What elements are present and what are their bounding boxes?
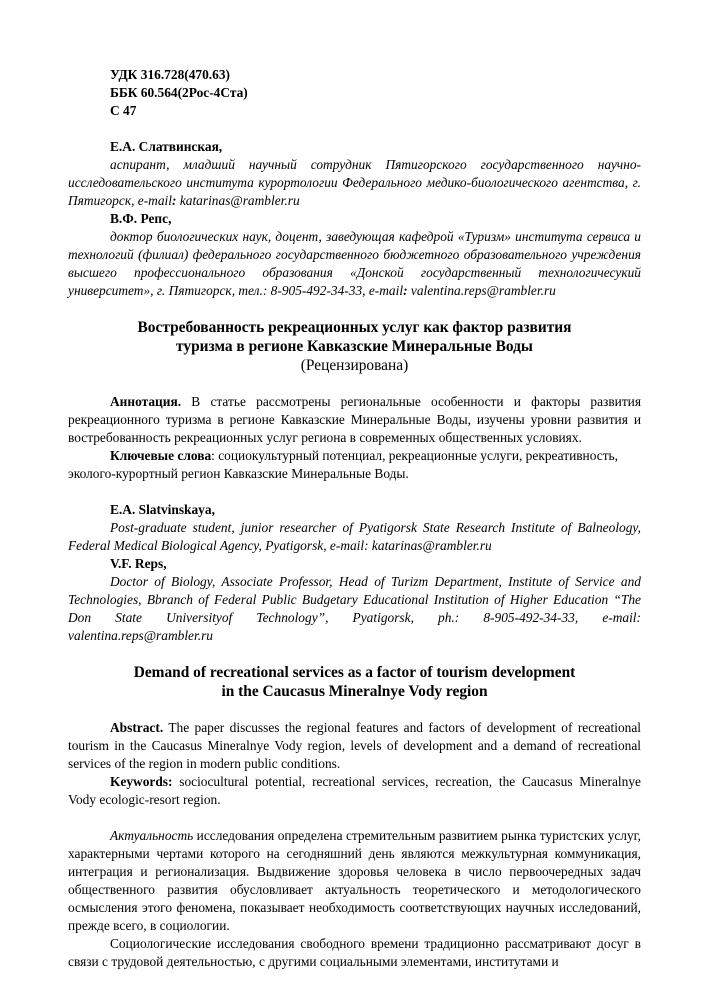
keywords-en (68, 773, 641, 809)
document-page (68, 66, 641, 971)
email-separator: : (172, 193, 180, 208)
affiliation-text: доктор биологических наук, доцент, заведующая кафедрой «Туризм» института сервиса и технологий (филиал) федерального государственного бюджетного образовательного учреждения высшего профессионального образования «Донской государственный технологичесукий университет», г. Пятигорск, тел.: 8-905-492-34-33, e-mail (68, 229, 641, 298)
author-name-en-2: V.F. Reps, (110, 556, 167, 571)
abstract-en-text: The paper discusses the regional features and factors of development of recreational tourism in the Caucasus Mineralnye Vody region, levels of development and a demand of recreational services of the region in modern public conditions. (68, 720, 641, 771)
author-name-ru-2: В.Ф. Репс, (110, 211, 172, 226)
author-affiliation-ru-2 (68, 228, 641, 300)
abstract-en-label: Abstract. (110, 720, 164, 735)
abstract-ru-text: В статье рассмотрены региональные особенности и факторы развития рекреационного туризма в регионе Кавказские Минеральные Воды, изучены уровни развития и востребованность рекреационных услуг региона в современных общественных условиях. (68, 394, 641, 445)
author-email-ru-2[interactable]: valentina.reps@rambler.ru (410, 283, 556, 298)
bbk-code: ББК 60.564(2Рос-4Ста) (110, 85, 248, 100)
keywords-ru (68, 447, 641, 483)
abstract-ru-label: Аннотация. (110, 394, 182, 409)
author-sign-code: С 47 (110, 103, 137, 118)
title-ru-line-2: туризма в регионе Кавказские Минеральные Воды (176, 338, 533, 355)
body-paragraph-1 (68, 827, 641, 935)
keywords-ru-text: : социокультурный потенциал, рекреационные услуги, рекреативность, эколого-курортный регион Кавказские Минеральные Воды. (68, 448, 619, 481)
keywords-en-label: Keywords: (110, 774, 173, 789)
email-separator: : (403, 283, 411, 298)
abstract-en (68, 719, 641, 773)
udk-code: УДК 316.728(470.63) (110, 67, 231, 82)
abstract-ru (68, 393, 641, 447)
affiliation-text: аспирант, младший научный сотрудник Пятигорского государственного научно-исследовательского института курортологии Федерального медико-биологического агентства, г. Пятигорск, e-mail (68, 157, 641, 208)
title-en-line-1: Demand of recreational services as a factor of tourism development (133, 664, 576, 681)
author-affiliation-ru-1 (68, 156, 641, 210)
review-note: (Рецензирована) (300, 357, 409, 374)
author-email-ru-1[interactable]: katarinas@rambler.ru (179, 193, 300, 208)
body-p1-lead: Актуальность (110, 828, 194, 843)
title-en-line-2: in the Caucasus Mineralnye Vody region (221, 683, 488, 700)
body-paragraph-2: Социологические исследования свободного времени традиционно рассматривают досуг в связи с трудовой деятельностью, с другими социальными элементами, институтами и (68, 936, 641, 969)
keywords-ru-label: Ключевые слова (110, 448, 212, 463)
author-affiliation-en-2: Doctor of Biology, Associate Professor, Head of Turizm Department, Institute of Service and Technologies, Bbranch of Federal Public Budgetary Educational Institution of Higher Education “The Don State Universityof Technology”, Pyatigorsk, ph.: 8-905-492-34-33, e-mail: valentina.reps@rambler.ru (68, 574, 641, 643)
author-name-ru-1: Е.А. Слатвинская, (110, 139, 223, 154)
title-ru-line-1: Востребованность рекреационных услуг как фактор развития (137, 319, 572, 336)
author-affiliation-en-1: Post-graduate student, junior researcher of Pyatigorsk State Research Institute of Balneology, Federal Medical Biological Agency, Pyatigorsk, e-mail: katarinas@rambler.ru (68, 520, 641, 553)
keywords-en-text: sociocultural potential, recreational services, recreation, the Caucasus Mineralnye Vody ecologic-resort region. (68, 774, 641, 807)
body-p1-text: исследования определена стремительным развитием рынка туристских услуг, характерными чертами которого на сегодняшний день являются межкультурная коммуникация, интеграция и регионализация. Выдвижение здоровья человека в число первоочередных задач общественного развития обусловливает актуальность теоретического и методологического осмысления этого феномена, показывает необходимость соответствующих научных исследований, прежде всего, в социологии. (68, 828, 641, 933)
author-name-en-1: E.A. Slatvinskaya, (110, 502, 215, 517)
